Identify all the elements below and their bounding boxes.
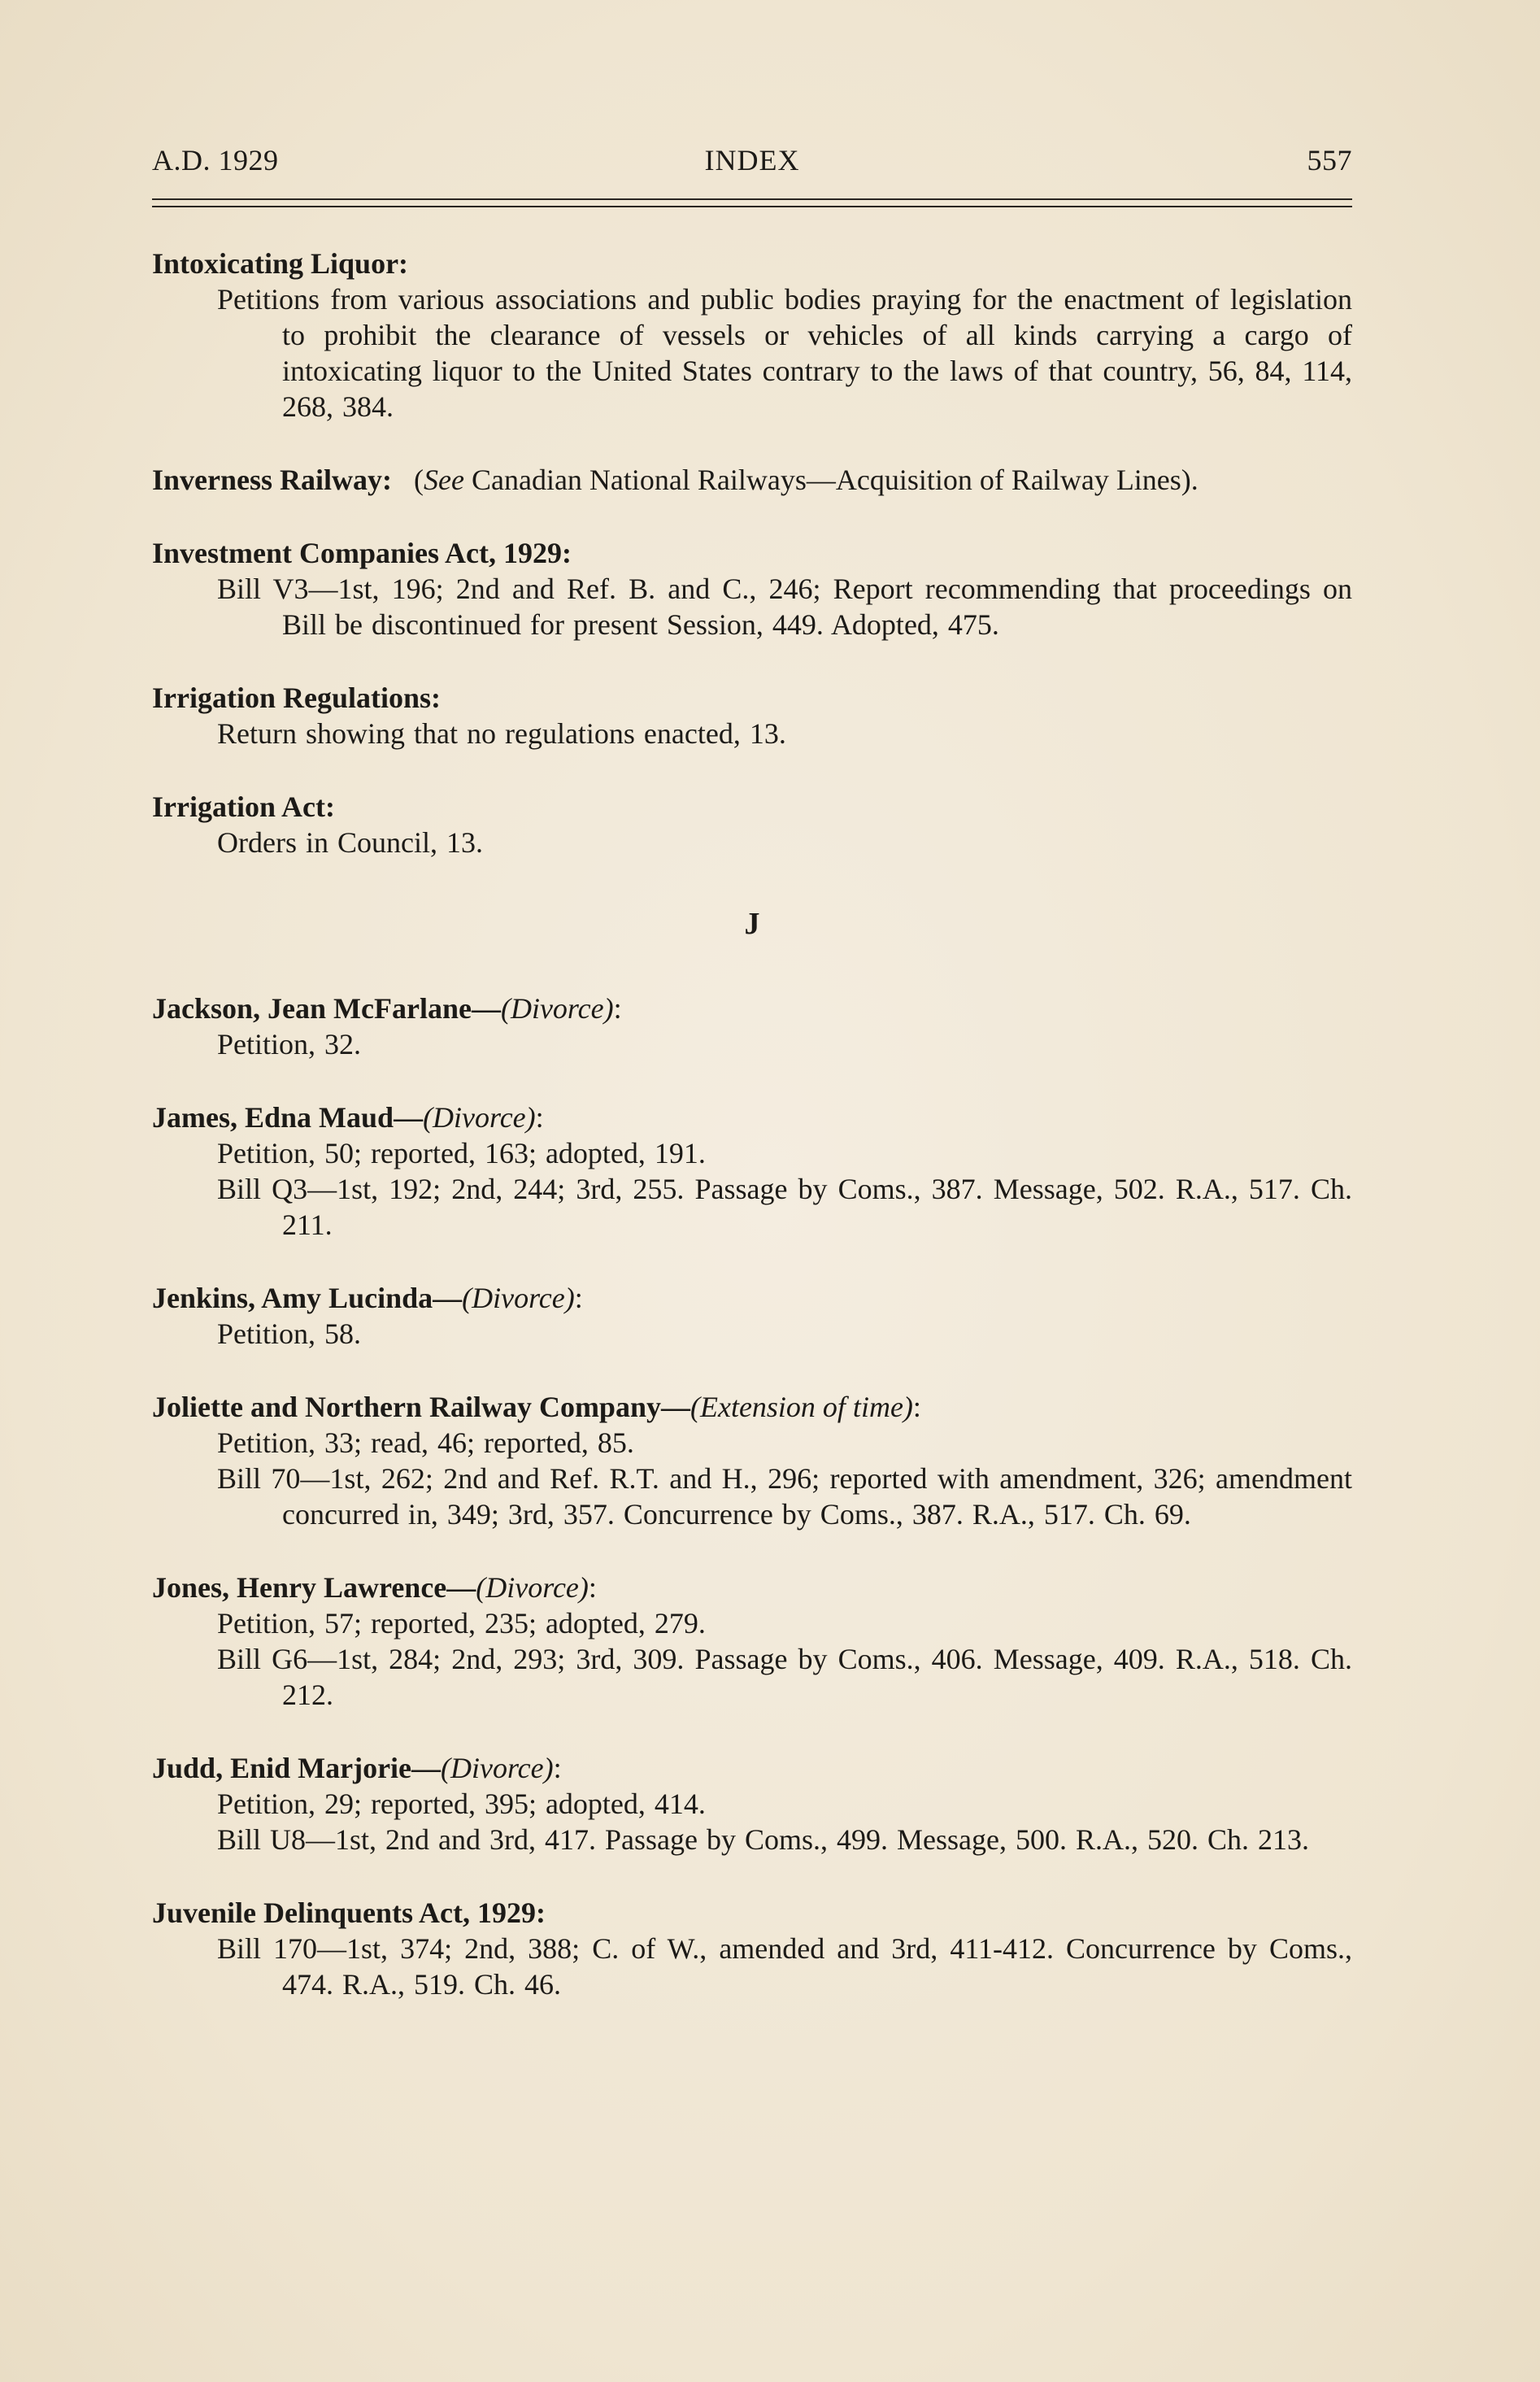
entry-qualifier: (Extension of time) — [690, 1391, 913, 1423]
page-number: 557 — [1307, 144, 1352, 176]
index-entry — [152, 1570, 1352, 1713]
entry-heading: Joliette and Northern Railway Company—(Extension of time): — [152, 1391, 921, 1423]
entry-heading: Judd, Enid Marjorie—(Divorce): — [152, 1752, 562, 1784]
entry-line: Orders in Council, 13. — [217, 826, 483, 859]
see-reference-text: Canadian National Railways—Acquisition of Railway Lines). — [463, 464, 1199, 496]
header-rule-bottom — [152, 206, 1352, 207]
entry-line: Bill Q3—1st, 192; 2nd, 244; 3rd, 255. Passage by Coms., 387. Message, 502. R.A., 517. Ch. 211. — [217, 1173, 1352, 1241]
index-entry — [152, 535, 1352, 642]
entry-line: Petition, 50; reported, 163; adopted, 191. — [217, 1137, 706, 1169]
entry-name: Jenkins, Amy Lucinda — [152, 1282, 433, 1314]
entry-name: Judd, Enid Marjorie — [152, 1752, 412, 1784]
entry-line: Petition, 33; read, 46; reported, 85. — [217, 1426, 634, 1459]
index-entry — [152, 1280, 1352, 1352]
entry-line: Petitions from various associations and public bodies praying for the enactment of legislation to prohibit the clearance of vessels or vehicles of all kinds carrying a cargo of intoxicating liquor to the United States contrary to the laws of that country, 56, 84, 114, 268, 384. — [217, 283, 1352, 423]
index-entry — [152, 462, 1352, 498]
entry-name: James, Edna Maud — [152, 1101, 394, 1134]
index-entry — [152, 1750, 1352, 1857]
index-entry — [152, 246, 1352, 425]
entry-qualifier: (Divorce) — [441, 1752, 554, 1784]
entry-heading: Irrigation Regulations: — [152, 682, 441, 714]
entry-line: Bill 70—1st, 262; 2nd and Ref. R.T. and H., 296; reported with amendment, 326; amendment concurred in, 349; 3rd, 357. Concurrence by Coms., 387. R.A., 517. Ch. 69. — [217, 1462, 1352, 1531]
entry-line: Bill G6—1st, 284; 2nd, 293; 3rd, 309. Passage by Coms., 406. Message, 409. R.A., 518. Ch. 212. — [217, 1643, 1352, 1711]
entry-heading: Investment Companies Act, 1929: — [152, 537, 572, 569]
entry-heading: Irrigation Act: — [152, 790, 335, 823]
entry-name: Jones, Henry Lawrence — [152, 1571, 447, 1604]
entry-heading: Intoxicating Liquor: — [152, 247, 409, 280]
index-entry — [152, 1895, 1352, 2002]
entry-line: Bill V3—1st, 196; 2nd and Ref. B. and C., 246; Report recommending that proceedings on Bill be discontinued for present Session, 449. Adopted, 475. — [217, 573, 1352, 641]
see-reference-word: See — [424, 464, 464, 496]
entry-name: Joliette and Northern Railway Company — [152, 1391, 661, 1423]
section-letter: J — [744, 907, 760, 941]
index-entry — [152, 1100, 1352, 1243]
entry-line: Return showing that no regulations enacted, 13. — [217, 717, 786, 750]
entry-line: Petition, 29; reported, 395; adopted, 414. — [217, 1788, 706, 1820]
entry-qualifier: (Divorce) — [500, 992, 614, 1025]
entry-name: Jackson, Jean McFarlane — [152, 992, 472, 1025]
entry-heading: Jones, Henry Lawrence—(Divorce): — [152, 1571, 597, 1604]
entry-qualifier: (Divorce) — [462, 1282, 575, 1314]
entry-line: Petition, 58. — [217, 1317, 362, 1350]
entry-line: Bill 170—1st, 374; 2nd, 388; C. of W., amended and 3rd, 411-412. Concurrence by Coms., 474. R.A., 519. Ch. 46. — [217, 1932, 1352, 2001]
entry-line: Petition, 32. — [217, 1028, 362, 1060]
index-entry — [152, 680, 1352, 751]
entry-heading: James, Edna Maud—(Divorce): — [152, 1101, 544, 1134]
index-content — [152, 246, 1352, 2040]
header-rule-top — [152, 198, 1352, 200]
entry-heading: Jenkins, Amy Lucinda—(Divorce): — [152, 1282, 583, 1314]
index-entry — [152, 789, 1352, 860]
entry-line: Bill U8—1st, 2nd and 3rd, 417. Passage by Coms., 499. Message, 500. R.A., 520. Ch. 213. — [217, 1823, 1309, 1856]
index-entry — [152, 1389, 1352, 1532]
entry-qualifier: (Divorce) — [423, 1101, 536, 1134]
entry-heading: Inverness Railway: — [152, 464, 392, 496]
running-header — [152, 143, 1352, 184]
header-title: INDEX — [704, 144, 800, 176]
entry-heading: Jackson, Jean McFarlane—(Divorce): — [152, 992, 622, 1025]
index-entry — [152, 991, 1352, 1062]
entry-heading: Juvenile Delinquents Act, 1929: — [152, 1896, 546, 1929]
entry-line: Petition, 57; reported, 235; adopted, 279. — [217, 1607, 706, 1640]
entry-qualifier: (Divorce) — [476, 1571, 589, 1604]
header-year: A.D. 1929 — [152, 144, 279, 176]
see-open-paren: ( — [414, 464, 424, 496]
